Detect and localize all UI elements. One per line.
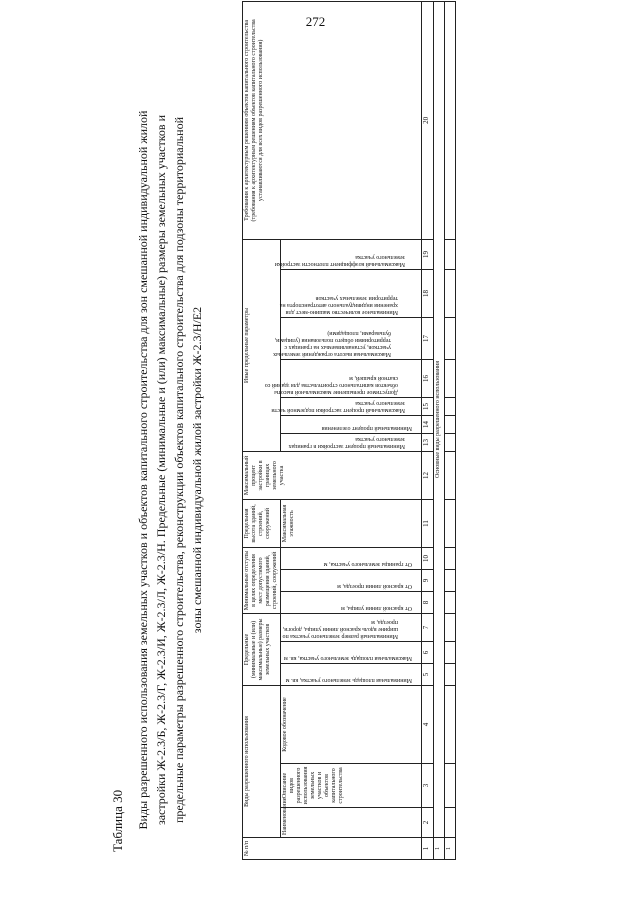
cell xyxy=(445,569,456,591)
cell xyxy=(445,591,456,613)
cell xyxy=(445,663,456,685)
header-col18: Минимальное количество машино-мест для хранения индивидуального автотранспорта на территории земельных участков xyxy=(281,269,422,317)
col-number: 9 xyxy=(422,569,434,591)
cell xyxy=(445,764,456,808)
header-code: Кодовое обозначение xyxy=(281,685,422,763)
section-caption: Основные виды разрешенного использования xyxy=(434,1,445,837)
col-number: 17 xyxy=(422,317,434,359)
column-number-row xyxy=(422,1,434,859)
header-col6: Максимальная площадь земельного участка, кв. м xyxy=(281,641,422,663)
parameters-table xyxy=(242,1,456,860)
header-col9: От красной линии проезда, м xyxy=(281,569,422,591)
cell xyxy=(445,317,456,359)
header-col8: От красной линии улицы, м xyxy=(281,591,422,613)
cell xyxy=(445,397,456,415)
cell xyxy=(445,547,456,569)
header-architecture: Требования к архитектурным решениям объектов капитального строительства (требования к архитектурным решениям объектов капитального строительства устанавливаются для всех видов разрешенного использования) xyxy=(243,1,422,239)
cell xyxy=(445,641,456,663)
section-caption-row xyxy=(434,1,445,859)
cell xyxy=(445,685,456,763)
header-vri: Виды разрешенного использования xyxy=(243,685,281,837)
col-number: 10 xyxy=(422,547,434,569)
cell xyxy=(445,239,456,269)
col-number: 16 xyxy=(422,359,434,397)
header-col7: Минимальный размер земельного участка по ширине вдоль красной линии улицы, дороги, проезда, м xyxy=(281,613,422,641)
col-number: 6 xyxy=(422,641,434,663)
header-col16: Допустимое превышение максимальной высоты объектов капитального строительства для зданий со скатной крышей, м xyxy=(281,359,422,397)
header-col5: Минимальная площадь земельного участка, кв. м xyxy=(281,663,422,685)
header-col19: Максимальный коэффициент плотности застройки земельного участка xyxy=(281,239,422,269)
header-floors: Максимальная этажность xyxy=(281,499,422,547)
table-heading: Виды разрешенного использования земельных участков и объектов капитального строительства для зон смешанной индивидуальной жилой застройки Ж-2.3/Б, Ж-2.3/Г, Ж-2.3/И, Ж-2.3/Л, Ж-2.3/Н. Предельные (минимальные и (или) максимальные) размеры земельных участков и предельные параметры разрешенного строительства, реконструкции объектов капитального строительства для подзоны территориальной зоны смешанной индивидуальной жилой застройки Ж-2.3/Н/Е2 xyxy=(136,110,204,830)
cell xyxy=(445,808,456,838)
col-number: 2 xyxy=(422,808,434,838)
col-number: 13 xyxy=(422,433,434,451)
header-setbacks: Минимальные отступы в целях определения мест допустимого размещения зданий, строений, сооружений xyxy=(243,547,281,613)
row-number: 1 xyxy=(445,838,456,860)
cell xyxy=(445,415,456,433)
section-row-number: 1 xyxy=(434,838,445,860)
header-description: Описание видов разрешенного использования земельных участков и объектов капитального строительства xyxy=(281,764,422,808)
col-number: 4 xyxy=(422,685,434,763)
cell xyxy=(445,451,456,499)
col-number: 3 xyxy=(422,764,434,808)
col-number: 12 xyxy=(422,451,434,499)
cell xyxy=(445,433,456,451)
header-sizes: Предельные (минимальные и (или) максимальные) размеры земельных участков xyxy=(243,613,281,685)
header-col13: Минимальный процент застройки в границах земельного участка xyxy=(281,433,422,451)
col-number: 11 xyxy=(422,499,434,547)
col-number: 1 xyxy=(422,838,434,860)
header-no: № п/п xyxy=(243,838,422,860)
col-number: 19 xyxy=(422,239,434,269)
header-height: Предельная высота зданий, строений, сооружений xyxy=(243,499,281,547)
header-col17: Максимальная высота ограждений земельных участков, устанавливаемых на границах с территориями общего пользования (улицами, бульварами, площадями) xyxy=(281,317,422,359)
col-number: 15 xyxy=(422,397,434,415)
header-coverage: Максимальный процент застройки в границах земельного участка xyxy=(243,451,422,499)
col-number: 5 xyxy=(422,663,434,685)
col-number: 8 xyxy=(422,591,434,613)
header-other-params: Иные предельные параметры xyxy=(243,239,281,451)
cell xyxy=(445,613,456,641)
col-number: 20 xyxy=(422,1,434,239)
page-number: 272 xyxy=(305,14,326,29)
header-col14: Минимальный процент озеленения xyxy=(281,415,422,433)
cell xyxy=(445,1,456,239)
col-number: 7 xyxy=(422,613,434,641)
data-row xyxy=(445,1,456,859)
cell xyxy=(445,499,456,547)
cell xyxy=(445,269,456,317)
header-name: Наименование xyxy=(281,808,422,838)
col-number: 14 xyxy=(422,415,434,433)
col-number: 18 xyxy=(422,269,434,317)
header-col10: От границы земельного участка, м xyxy=(281,547,422,569)
header-col15: Максимальный процент застройки подземной части земельного участка xyxy=(281,397,422,415)
table-label: Таблица 30 xyxy=(110,789,125,852)
cell xyxy=(445,359,456,397)
